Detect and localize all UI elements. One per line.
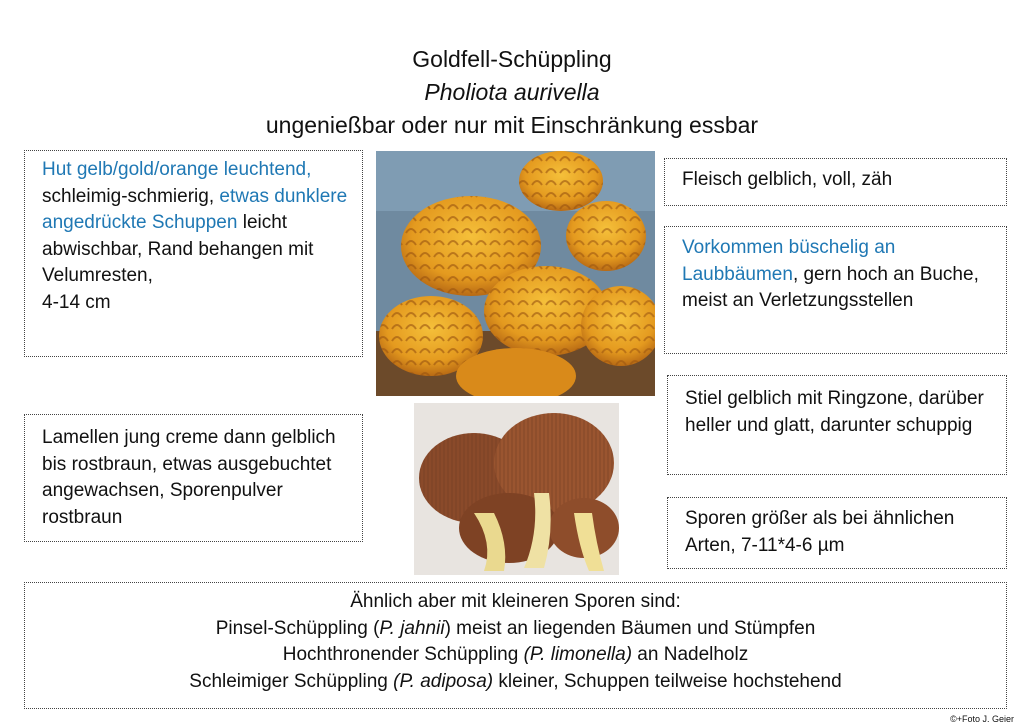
vorkommen-description-box <box>664 226 1007 354</box>
photo-credit: ©+Foto J. Geier <box>950 714 1014 724</box>
vorkommen-highlight-text: Vorkommen büschelig an Laubbäumen <box>682 237 896 285</box>
sporen-description-box <box>667 497 1007 569</box>
hut-size-text: 4-14 cm <box>42 291 111 313</box>
sporen-text: Sporen größer als bei ähnlichen Arten, 7-11*4-6 µm <box>685 508 955 556</box>
lamellen-description-box <box>24 414 363 542</box>
similar-intro: Ähnlich aber mit kleineren Sporen sind: <box>350 591 681 612</box>
fleisch-text: Fleisch gelblich, voll, zäh <box>682 169 893 190</box>
edibility-title: ungenießbar oder nur mit Einschränkung essbar <box>265 112 759 138</box>
mushroom-gills-photo <box>414 403 619 575</box>
similar-species-1: Pinsel-Schüppling (P. jahnii) meist an liegenden Bäumen und Stümpfen <box>215 617 816 639</box>
stiel-text: Stiel gelblich mit Ringzone, darüber heller und glatt, darunter schuppig <box>685 388 984 436</box>
hut-color-text: Hut gelb/gold/orange leuchtend, <box>42 159 312 180</box>
similar-species-2: Hochthronender Schüppling (P. limonella) an Nadelholz <box>282 644 749 665</box>
common-name-title: Goldfell-Schüppling <box>412 46 612 72</box>
similar-species-box <box>24 582 1007 709</box>
lamellen-text: Lamellen jung creme dann gelblich bis rostbraun, etwas ausgebuchtet angewachsen, Sporenpulver rostbraun <box>42 427 336 528</box>
hut-scales-text: etwas dunklere angedrückte Schuppen <box>42 185 348 233</box>
hut-slime-text: schleimig-schmierig, <box>42 185 220 207</box>
latin-name-title: Pholiota aurivella <box>424 79 600 105</box>
hut-velum-text: leicht abwischbar, Rand behangen mit Velumresten, <box>42 212 314 286</box>
similar-species-3: Schleimiger Schüppling (P. adiposa) kleiner, Schuppen teilweise hochstehend <box>189 670 842 692</box>
stiel-description-box <box>667 375 1007 475</box>
vorkommen-text: , gern hoch an Buche, meist an Verletzungsstellen <box>682 263 979 311</box>
hut-description-box <box>24 150 363 357</box>
mushroom-cluster-photo <box>376 151 655 396</box>
fleisch-description-box <box>664 158 1007 206</box>
